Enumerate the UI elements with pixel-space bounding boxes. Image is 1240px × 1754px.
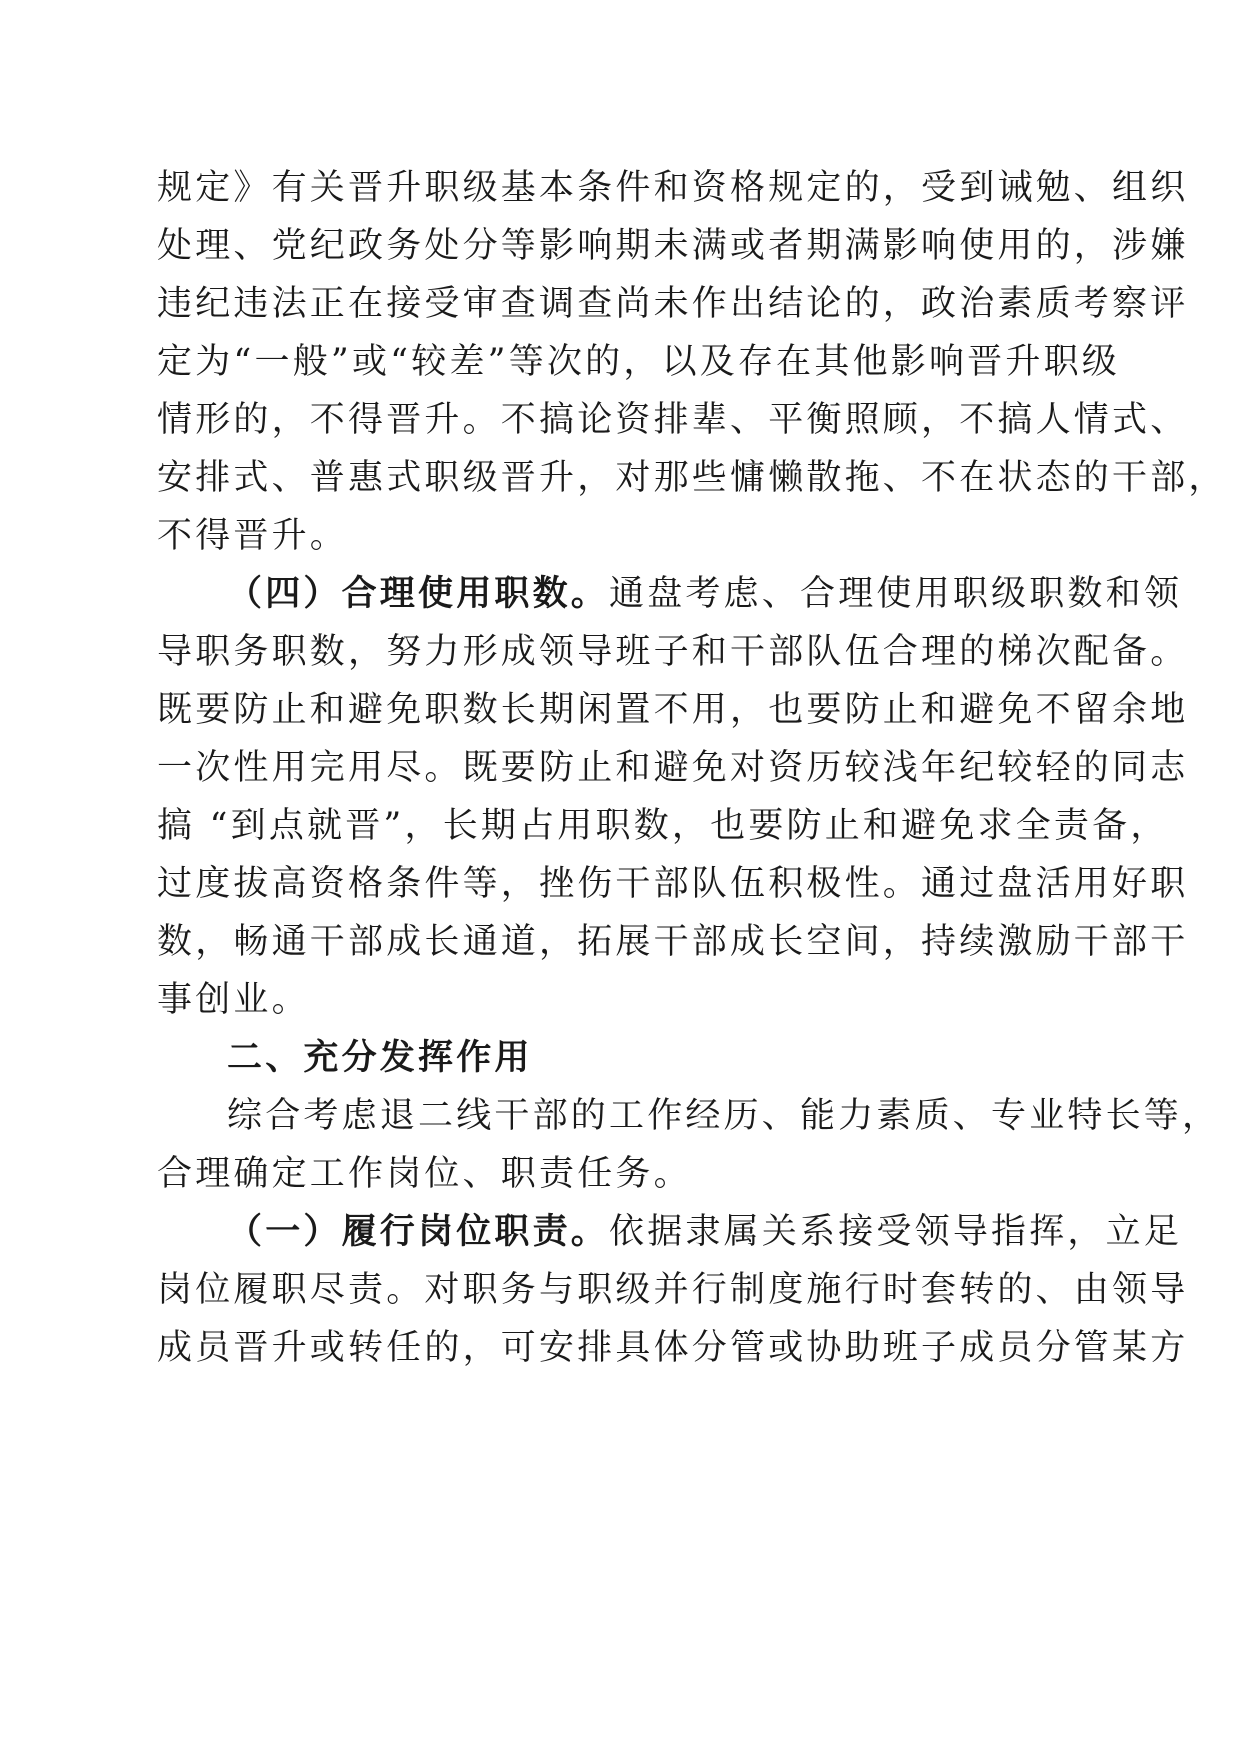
text-line: 导职务职数，努力形成领导班子和干部队伍合理的梯次配备。 <box>157 632 1189 672</box>
section-heading: 二、充分发挥作用 <box>227 1038 533 1078</box>
text-line: 规定》有关晋升职级基本条件和资格规定的，受到诫勉、组织 <box>157 168 1189 208</box>
text-line: 搞 “到点就晋”，长期占用职数，也要防止和避免求全责备， <box>157 806 1169 846</box>
text-line: 处理、党纪政务处分等影响期未满或者期满影响使用的，涉嫌 <box>157 226 1189 266</box>
text-line: 综合考虑退二线干部的工作经历、能力素质、专业特长等， <box>227 1096 1221 1136</box>
text-span: 通盘考虑、合理使用职级职数和领 <box>609 574 1183 614</box>
paragraph-first-line <box>227 566 1183 622</box>
text-line: 违纪违法正在接受审查调查尚未作出结论的，政治素质考察评 <box>157 284 1189 324</box>
paragraph-first-line <box>227 1204 1183 1260</box>
text-line: 成员晋升或转任的，可安排具体分管或协助班子成员分管某方 <box>157 1328 1189 1368</box>
text-line: 岗位履职尽责。对职务与职级并行制度施行时套转的、由领导 <box>157 1270 1189 1310</box>
text-line: 不得晋升。 <box>157 516 349 556</box>
text-line: 事创业。 <box>157 980 310 1020</box>
text-line: 情形的，不得晋升。不搞论资排辈、平衡照顾，不搞人情式、 <box>157 400 1189 440</box>
text-line: 数，畅通干部成长通道，拓展干部成长空间，持续激励干部干 <box>157 922 1189 962</box>
text-line: 合理确定工作岗位、职责任务。 <box>157 1154 692 1194</box>
text-line: 过度拔高资格条件等，挫伤干部队伍积极性。通过盘活用好职 <box>157 864 1189 904</box>
subsection-title: （一）履行岗位职责。 <box>227 1211 610 1252</box>
text-line: 一次性用完用尽。既要防止和避免对资历较浅年纪较轻的同志 <box>157 748 1189 788</box>
subsection-title: （四）合理使用职数。 <box>227 573 610 614</box>
text-line: 既要防止和避免职数长期闲置不用，也要防止和避免不留余地 <box>157 690 1189 730</box>
text-line: 定为“一般”或“较差”等次的，以及存在其他影响晋升职级 <box>157 342 1120 382</box>
text-span: 依据隶属关系接受领导指挥，立足 <box>609 1212 1183 1252</box>
text-line: 安排式、普惠式职级晋升，对那些慵懒散拖、不在状态的干部， <box>157 458 1227 498</box>
